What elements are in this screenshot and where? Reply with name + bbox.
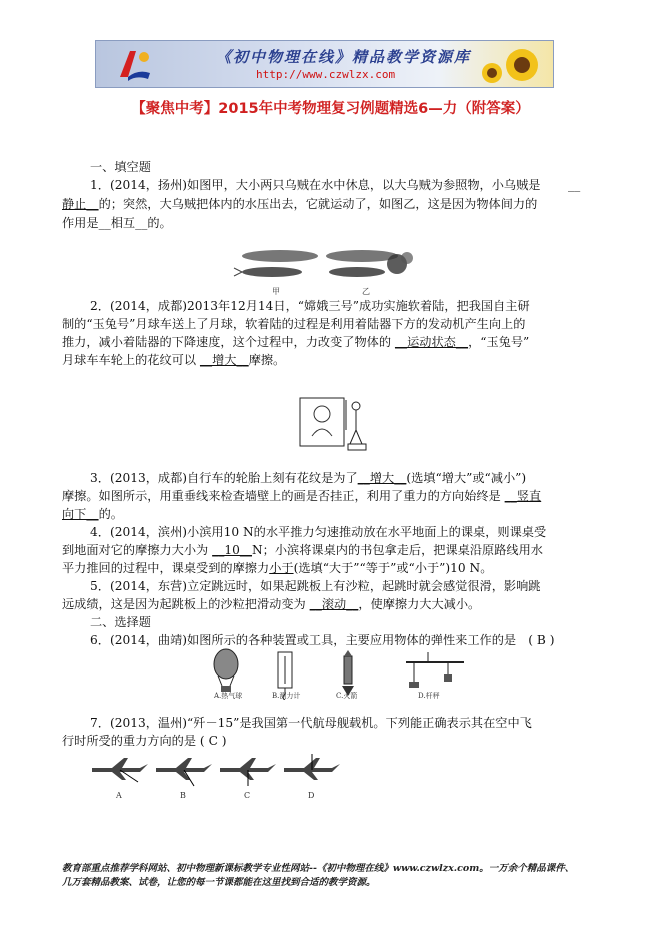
q7-line1: 7．(2013，温州)“歼－15”是我国第一代航母舰载机。下列能正确表示其在空中飞 <box>90 716 532 730</box>
q6-line1: 6．(2014，曲靖)如图所示的各种装置或工具，主要应用物体的弹性来工作的是 ( B ) <box>90 633 555 647</box>
option-c-label: C.火箭 <box>336 692 358 700</box>
q1-line2: 静止__的；突然，大乌贼把体内的水压出去，它就运动了，如图乙，这是因为物体间力的 <box>62 197 538 211</box>
jet-option-d: D <box>308 791 315 800</box>
jet-option-b: B <box>180 791 186 800</box>
q7-line2: 行时所受的重力方向的是 ( C ) <box>62 734 227 748</box>
q2-line3: 推力，减小着陆器的下降速度，这个过程中，力改变了物体的 __运动状态__，“玉兔号” <box>62 335 530 349</box>
fig-label-b: 乙 <box>362 287 370 296</box>
q3-line2: 摩擦。如图所示，用重垂线来检查墙壁上的画是否挂正，利用了重力的方向始终是 __竖直 <box>62 489 542 503</box>
q3-line3: 向下__的。 <box>62 507 123 521</box>
jets-figure <box>90 752 350 800</box>
q3-line1: 3．(2013，成都)自行车的轮胎上刻有花纹是为了__增大__(选填“增大”或“减小”) <box>90 471 527 485</box>
squid-figure <box>232 236 418 298</box>
header-banner <box>95 40 554 88</box>
jet-c-icon <box>220 758 276 786</box>
q4-line3: 平力推回的过程中，课桌受到的摩擦力小于(选填“大于”“等于”或“小于”)10 N。 <box>62 561 493 575</box>
steelyard-icon <box>406 652 464 688</box>
option-d-label: D.杆秤 <box>418 692 440 700</box>
q4-line1: 4．(2014，滨州)小滨用10 N的水平推力匀速推动放在水平地面上的课桌，则课桌受 <box>90 525 547 539</box>
jet-option-a: A <box>116 791 122 800</box>
jet-option-c: C <box>244 791 251 800</box>
q2-line4: 月球车车轮上的花纹可以 __增大__摩擦。 <box>62 353 286 367</box>
footer-line1: 教育部重点推荐学科网站、初中物理新课标教学专业性网站--《初中物理在线》www.czwlzx.com。一万余个精品课件、 <box>62 863 575 874</box>
banner-url: http://www.czwlzx.com <box>256 68 396 81</box>
squid-a-icon <box>234 250 318 277</box>
jet-b-icon <box>156 758 212 786</box>
q2-line1: 2．(2014，成都)2013年12月14日，“嫦娥三号”成功实施软着陆，把我国自主研 <box>90 299 530 313</box>
hot-air-balloon-icon <box>214 649 238 692</box>
option-a-label: A.热气球 <box>214 692 243 700</box>
devices-figure <box>196 648 486 700</box>
page-footer <box>62 862 612 890</box>
plumb-line-figure <box>298 394 378 454</box>
rocket-icon <box>342 650 354 696</box>
banner-title: 《初中物理在线》精品教学资源库 <box>216 48 472 66</box>
q5-line1: 5．(2014，东营)立定跳远时，如果起跳板上有沙粒，起跳时就会感觉很滑，影响跳 <box>90 579 541 593</box>
q1-line1: 1．(2014，扬州)如图甲，大小两只乌贼在水中休息，以大乌贼为参照物，小乌贼是 <box>90 178 541 192</box>
fig-label-a: 甲 <box>272 287 280 296</box>
squid-b-icon <box>326 250 413 277</box>
page-title: 【聚焦中考】2015年中考物理复习例题精选6—力（附答案） <box>131 101 530 117</box>
footer-line2: 几万套精品教案、试卷，让您的每一节课都能在这里找到合适的教学资源。 <box>62 877 376 888</box>
sunflower-icon <box>477 43 547 85</box>
site-logo-icon <box>114 47 154 83</box>
section-heading-fill: 一、填空题 <box>90 160 151 174</box>
q1-line3: 作用是__相互__的。 <box>62 216 172 230</box>
section-heading-choice: 二、选择题 <box>90 615 151 629</box>
q2-line2: 制的“玉兔号”月球车送上了月球，软着陆的过程是利用着陆器下方的发动机产生向上的 <box>62 317 526 331</box>
option-b-label: B.测力计 <box>272 692 301 700</box>
q5-line2: 远成绩，这是因为起跳板上的沙粒把滑动变为 __滚动__，使摩擦力大大减小。 <box>62 597 481 611</box>
q4-line2: 到地面对它的摩擦力大小为 __10__N；小滨将课桌内的书包拿走后，把课桌沿原路线用水 <box>62 543 543 557</box>
q1-answer1-start: __ <box>568 178 581 192</box>
jet-a-icon <box>92 758 148 782</box>
jet-d-icon <box>284 754 340 780</box>
